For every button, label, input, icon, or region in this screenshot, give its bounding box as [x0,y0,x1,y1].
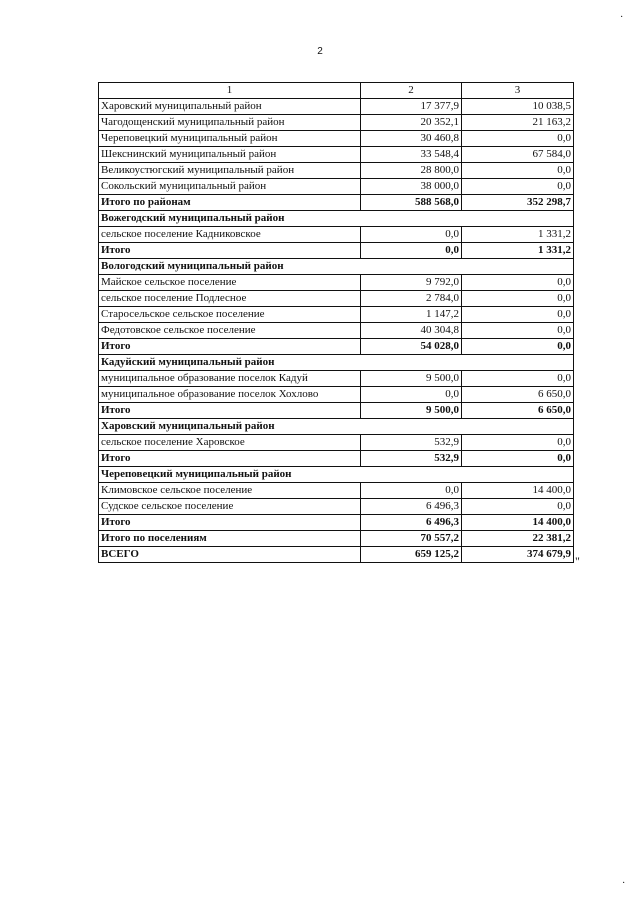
table-row [99,323,574,339]
table-row [99,163,574,179]
row-label: Итого [99,451,361,467]
total-row [99,515,574,531]
table-row [99,435,574,451]
value-col-3: 0,0 [462,435,574,451]
value-col-3: 67 584,0 [462,147,574,163]
table-row [99,275,574,291]
row-label: Сокольский муниципальный район [99,179,361,195]
value-col-2: 1 147,2 [361,307,462,323]
total-row [99,547,574,563]
value-col-2: 40 304,8 [361,323,462,339]
table-row [99,387,574,403]
budget-table [98,82,574,563]
table-row [99,115,574,131]
row-label: Чагодощенский муниципальный район [99,115,361,131]
section-header-row [99,355,574,371]
value-col-3: 352 298,7 [462,195,574,211]
row-label: муниципальное образование поселок Хохлово [99,387,361,403]
value-col-3: 14 400,0 [462,483,574,499]
budget-table-body [99,83,574,563]
value-col-2: 9 500,0 [361,403,462,419]
value-col-3: 0,0 [462,371,574,387]
value-col-2: 17 377,9 [361,99,462,115]
value-col-2: 9 500,0 [361,371,462,387]
table-row [99,499,574,515]
page-number: 2 [317,46,323,57]
table-row [99,147,574,163]
value-col-3: 0,0 [462,451,574,467]
value-col-2: 532,9 [361,435,462,451]
row-label: Старосельское сельское поселение [99,307,361,323]
value-col-3: 0,0 [462,323,574,339]
section-title: Вологодский муниципальный район [99,259,574,275]
value-col-3: 0,0 [462,339,574,355]
value-col-3: 1 331,2 [462,227,574,243]
section-title: Вожегодский муниципальный район [99,211,574,227]
column-header-3: 3 [462,83,574,99]
table-row [99,99,574,115]
row-label: Майское сельское поселение [99,275,361,291]
value-col-2: 0,0 [361,227,462,243]
value-col-3: 14 400,0 [462,515,574,531]
row-label: Великоустюгский муниципальный район [99,163,361,179]
row-label: Итого по районам [99,195,361,211]
section-header-row [99,419,574,435]
section-title: Кадуйский муниципальный район [99,355,574,371]
table-row [99,307,574,323]
row-label: Итого [99,243,361,259]
table-row [99,291,574,307]
row-label: Харовский муниципальный район [99,99,361,115]
value-col-2: 70 557,2 [361,531,462,547]
value-col-3: 0,0 [462,131,574,147]
section-title: Харовский муниципальный район [99,419,574,435]
value-col-3: 10 038,5 [462,99,574,115]
row-label: Федотовское сельское поселение [99,323,361,339]
row-label: Итого [99,403,361,419]
value-col-3: 6 650,0 [462,387,574,403]
scan-mark-top: · [620,12,624,23]
row-label: муниципальное образование поселок Кадуй [99,371,361,387]
value-col-2: 659 125,2 [361,547,462,563]
value-col-2: 28 800,0 [361,163,462,179]
section-header-row [99,259,574,275]
table-row [99,371,574,387]
value-col-3: 0,0 [462,179,574,195]
section-title: Череповецкий муниципальный район [99,467,574,483]
value-col-2: 9 792,0 [361,275,462,291]
value-col-2: 588 568,0 [361,195,462,211]
table-row [99,179,574,195]
value-col-2: 0,0 [361,387,462,403]
value-col-3: 0,0 [462,291,574,307]
value-col-2: 6 496,3 [361,499,462,515]
value-col-2: 532,9 [361,451,462,467]
value-col-2: 0,0 [361,483,462,499]
table-row [99,131,574,147]
row-label: сельское поселение Подлесное [99,291,361,307]
table-row [99,483,574,499]
table-row [99,227,574,243]
value-col-2: 20 352,1 [361,115,462,131]
value-col-2: 0,0 [361,243,462,259]
value-col-2: 30 460,8 [361,131,462,147]
value-col-3: 0,0 [462,499,574,515]
value-col-2: 33 548,4 [361,147,462,163]
row-label: сельское поселение Харовское [99,435,361,451]
closing-quote: " [575,554,580,568]
section-header-row [99,211,574,227]
total-row [99,339,574,355]
value-col-3: 0,0 [462,163,574,179]
total-row [99,451,574,467]
value-col-3: 0,0 [462,307,574,323]
column-header-1: 1 [99,83,361,99]
total-row [99,195,574,211]
value-col-2: 6 496,3 [361,515,462,531]
value-col-3: 21 163,2 [462,115,574,131]
value-col-3: 0,0 [462,275,574,291]
section-header-row [99,467,574,483]
row-label: Итого [99,515,361,531]
scan-mark-bottom: · [622,878,626,889]
value-col-2: 54 028,0 [361,339,462,355]
value-col-2: 38 000,0 [361,179,462,195]
row-label: Череповецкий муниципальный район [99,131,361,147]
total-row [99,403,574,419]
row-label: Судское сельское поселение [99,499,361,515]
row-label: Шекснинский муниципальный район [99,147,361,163]
row-label: сельское поселение Кадниковское [99,227,361,243]
row-label: Климовское сельское поселение [99,483,361,499]
value-col-3: 374 679,9 [462,547,574,563]
column-header-2: 2 [361,83,462,99]
table-header-row [99,83,574,99]
value-col-3: 22 381,2 [462,531,574,547]
total-row [99,243,574,259]
row-label: Итого [99,339,361,355]
row-label: Итого по поселениям [99,531,361,547]
total-row [99,531,574,547]
value-col-3: 6 650,0 [462,403,574,419]
row-label: ВСЕГО [99,547,361,563]
value-col-3: 1 331,2 [462,243,574,259]
value-col-2: 2 784,0 [361,291,462,307]
